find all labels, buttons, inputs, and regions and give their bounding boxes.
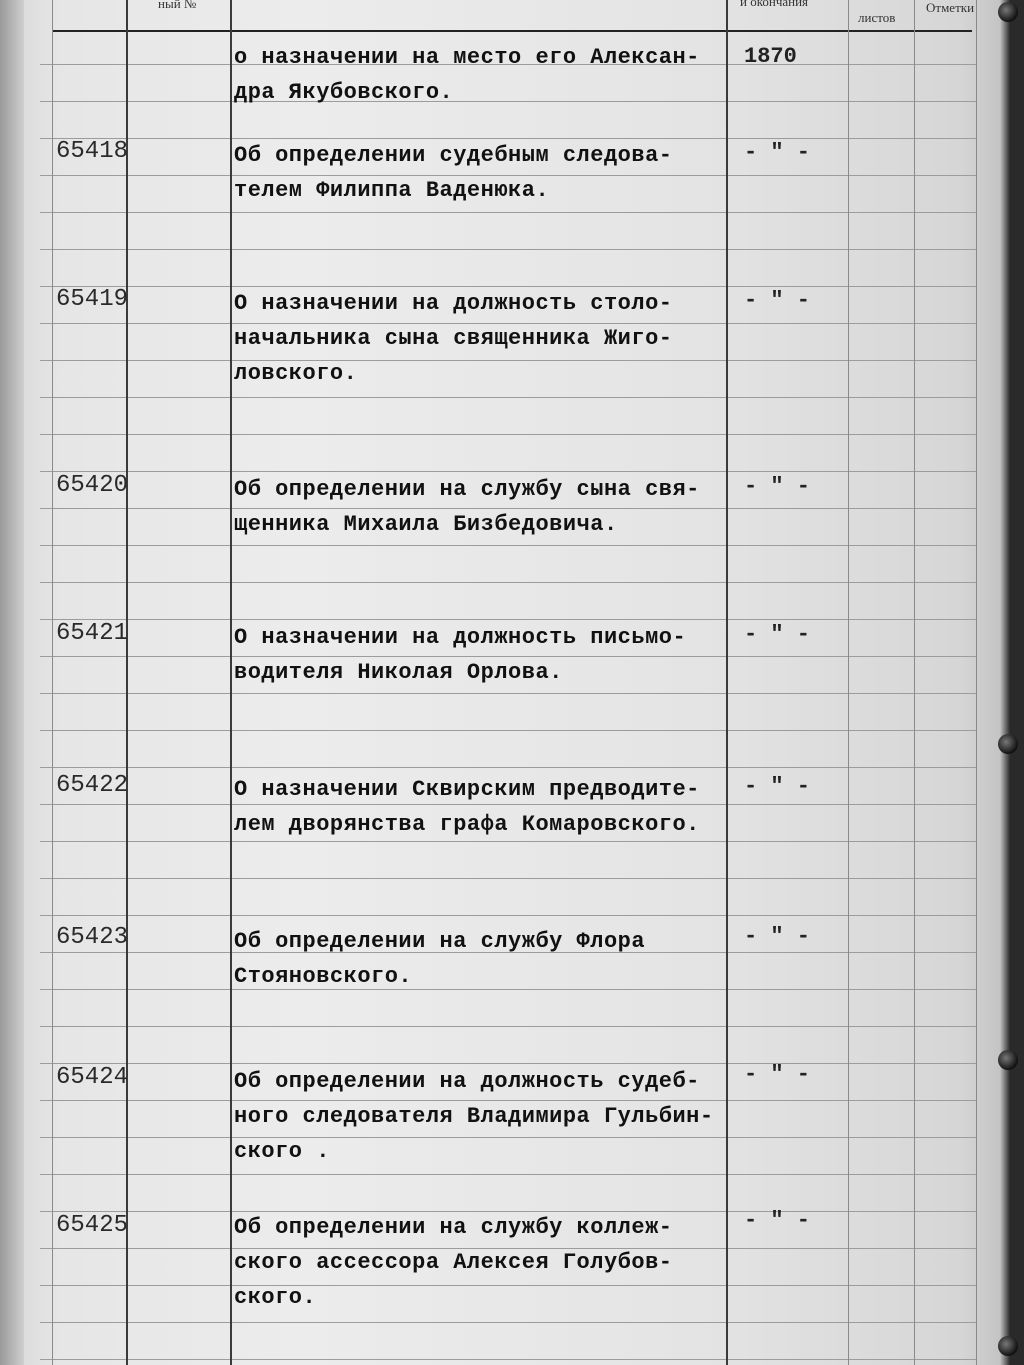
ruled-line bbox=[40, 434, 976, 435]
header-number-label: ный № bbox=[158, 0, 197, 11]
column-line-notes bbox=[914, 0, 915, 1365]
binder-ring-icon bbox=[998, 2, 1018, 22]
header-dates-label: и окончания bbox=[740, 0, 809, 9]
header-rule bbox=[52, 30, 972, 32]
ruled-line bbox=[40, 397, 976, 398]
entry-8-text: Об определении на службу коллеж- ского ассессора Алексея Голубов- ского. bbox=[234, 1215, 673, 1310]
entry-2-date: - " - bbox=[744, 288, 811, 313]
ruled-line bbox=[40, 1359, 976, 1360]
entry-2-number: 65419 bbox=[56, 286, 129, 313]
column-line-right bbox=[976, 0, 977, 1365]
entry-5-number: 65422 bbox=[56, 772, 129, 799]
ruled-line bbox=[40, 693, 976, 694]
entry-6-date: - " - bbox=[744, 924, 811, 949]
binder-ring-icon bbox=[998, 1050, 1018, 1070]
entry-1-number: 65418 bbox=[56, 138, 129, 165]
entry-5-text: О назначении Сквирским предводите- лем дворянства графа Комаровского. bbox=[234, 777, 700, 837]
entry-4-date: - " - bbox=[744, 622, 811, 647]
entry-6-text: Об определении на службу Флора Стояновского. bbox=[234, 929, 646, 989]
binder-ring-icon bbox=[998, 734, 1018, 754]
entry-8-number: 65425 bbox=[56, 1212, 129, 1239]
column-line-title bbox=[230, 0, 232, 1365]
ruled-line bbox=[40, 249, 976, 250]
entry-7-number: 65424 bbox=[56, 1064, 129, 1091]
ruled-line bbox=[40, 212, 976, 213]
entry-4-number: 65421 bbox=[56, 620, 129, 647]
ruled-line bbox=[40, 767, 976, 768]
ruled-line bbox=[40, 878, 976, 879]
column-line-number bbox=[126, 0, 128, 1365]
column-line-left bbox=[52, 0, 53, 1365]
entry-7-text: Об определении на должность судеб- ного следователя Владимира Гульбин- ского . bbox=[234, 1069, 714, 1164]
ruled-line bbox=[40, 1322, 976, 1323]
ruled-line bbox=[40, 1174, 976, 1175]
entry-3-text: Об определении на службу сына свя- щенника Михаила Бизбедовича. bbox=[234, 477, 700, 537]
ruled-line bbox=[40, 730, 976, 731]
entry-5-date: - " - bbox=[744, 774, 811, 799]
header-sheets-label: листов bbox=[858, 10, 896, 25]
entry-4-text: О назначении на должность письмо- водителя Николая Орлова. bbox=[234, 625, 687, 685]
entry-7-date: - " - bbox=[744, 1062, 811, 1087]
entry-0-text: о назначении на место его Алексан- дра Якубовского. bbox=[234, 45, 700, 105]
entry-3-date: - " - bbox=[744, 474, 811, 499]
binder-ring-icon bbox=[998, 1336, 1018, 1356]
entry-1-text: Об определении судебным следова- телем Филиппа Ваденюка. bbox=[234, 143, 673, 203]
header-notes-label: Отметки bbox=[926, 0, 975, 15]
ruled-line bbox=[40, 1026, 976, 1027]
binding-gutter bbox=[0, 0, 24, 1365]
entry-1-date: - " - bbox=[744, 140, 811, 165]
entry-0-date: 1870 bbox=[744, 44, 797, 69]
column-line-sheets bbox=[848, 0, 849, 1365]
entry-6-number: 65423 bbox=[56, 924, 129, 951]
entry-8-date: - " - bbox=[744, 1208, 811, 1233]
ruled-line bbox=[40, 582, 976, 583]
ruled-line bbox=[40, 915, 976, 916]
entry-2-text: О назначении на должность столо- начальника сына священника Жиго- ловского. bbox=[234, 291, 673, 386]
ruled-line bbox=[40, 545, 976, 546]
entry-3-number: 65420 bbox=[56, 472, 129, 499]
